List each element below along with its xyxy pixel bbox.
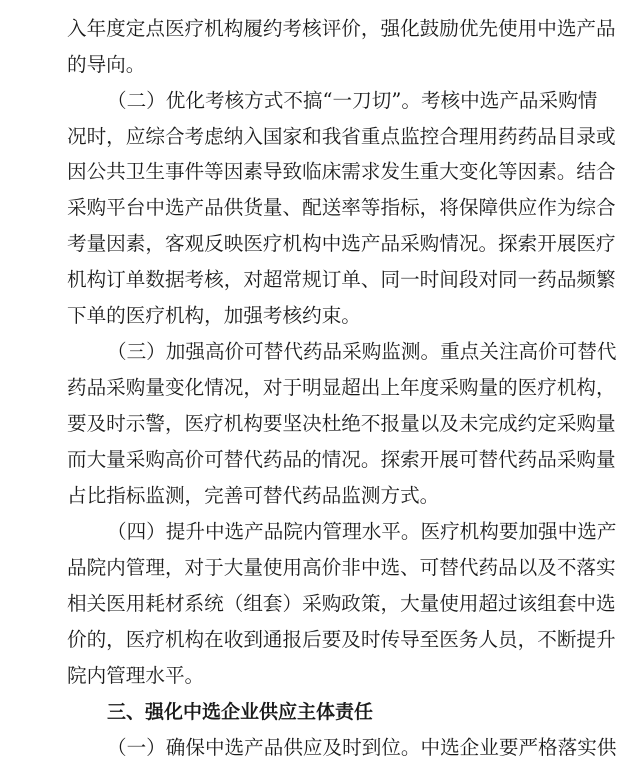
- body-text-line: 价的，医疗机构在收到通报后要及时传导至医务人员，不断提升: [67, 628, 616, 651]
- body-text-line: 考量因素，客观反映医疗机构中选产品采购情况。探索开展医疗: [67, 232, 616, 255]
- body-text-line: 而大量采购高价可替代药品的情况。探索开展可替代药品采购量: [67, 448, 616, 471]
- body-text-line: 因公共卫生事件等因素导致临床需求发生重大变化等因素。结合: [67, 160, 616, 183]
- body-text-line: 下单的医疗机构，加强考核约束。: [67, 304, 361, 327]
- section-subheading-4: （四）提升中选产品院内管理水平。医疗机构要加强中选产: [107, 520, 617, 543]
- body-text-line: 况时，应综合考虑纳入国家和我省重点监控合理用药药品目录或: [67, 125, 616, 148]
- body-text-line: 药品采购量变化情况，对于明显超出上年度采购量的医疗机构，: [67, 376, 616, 399]
- body-text-line: 要及时示警，医疗机构要坚决杜绝不报量以及未完成约定采购量: [67, 412, 616, 435]
- section-subheading-3: （三）加强高价可替代药品采购监测。重点关注高价可替代: [107, 340, 617, 363]
- body-text-line: 品院内管理，对于大量使用高价非中选、可替代药品以及不落实: [67, 556, 616, 579]
- body-text-line: 相关医用耗材系统（组套）采购政策，大量使用超过该组套中选: [67, 592, 616, 615]
- section-subheading-1: （一）确保中选产品供应及时到位。中选企业要严格落实供: [107, 736, 617, 759]
- body-text-line: 入年度定点医疗机构履约考核评价，强化鼓励优先使用中选产品: [67, 17, 616, 40]
- body-text-line: 采购平台中选产品供货量、配送率等指标，将保障供应作为综合: [67, 196, 616, 219]
- body-text-line: 机构订单数据考核，对超常规订单、同一时间段对同一药品频繁: [67, 268, 616, 291]
- body-text-line: 的导向。: [67, 53, 146, 76]
- body-text-line: 院内管理水平。: [67, 664, 205, 687]
- body-text-line: 占比指标监测，完善可替代药品监测方式。: [67, 484, 440, 507]
- section-subheading-2: （二）优化考核方式不搞“一刀切”。考核中选产品采购情: [107, 89, 598, 112]
- section-heading-3: 三、强化中选企业供应主体责任: [107, 701, 374, 723]
